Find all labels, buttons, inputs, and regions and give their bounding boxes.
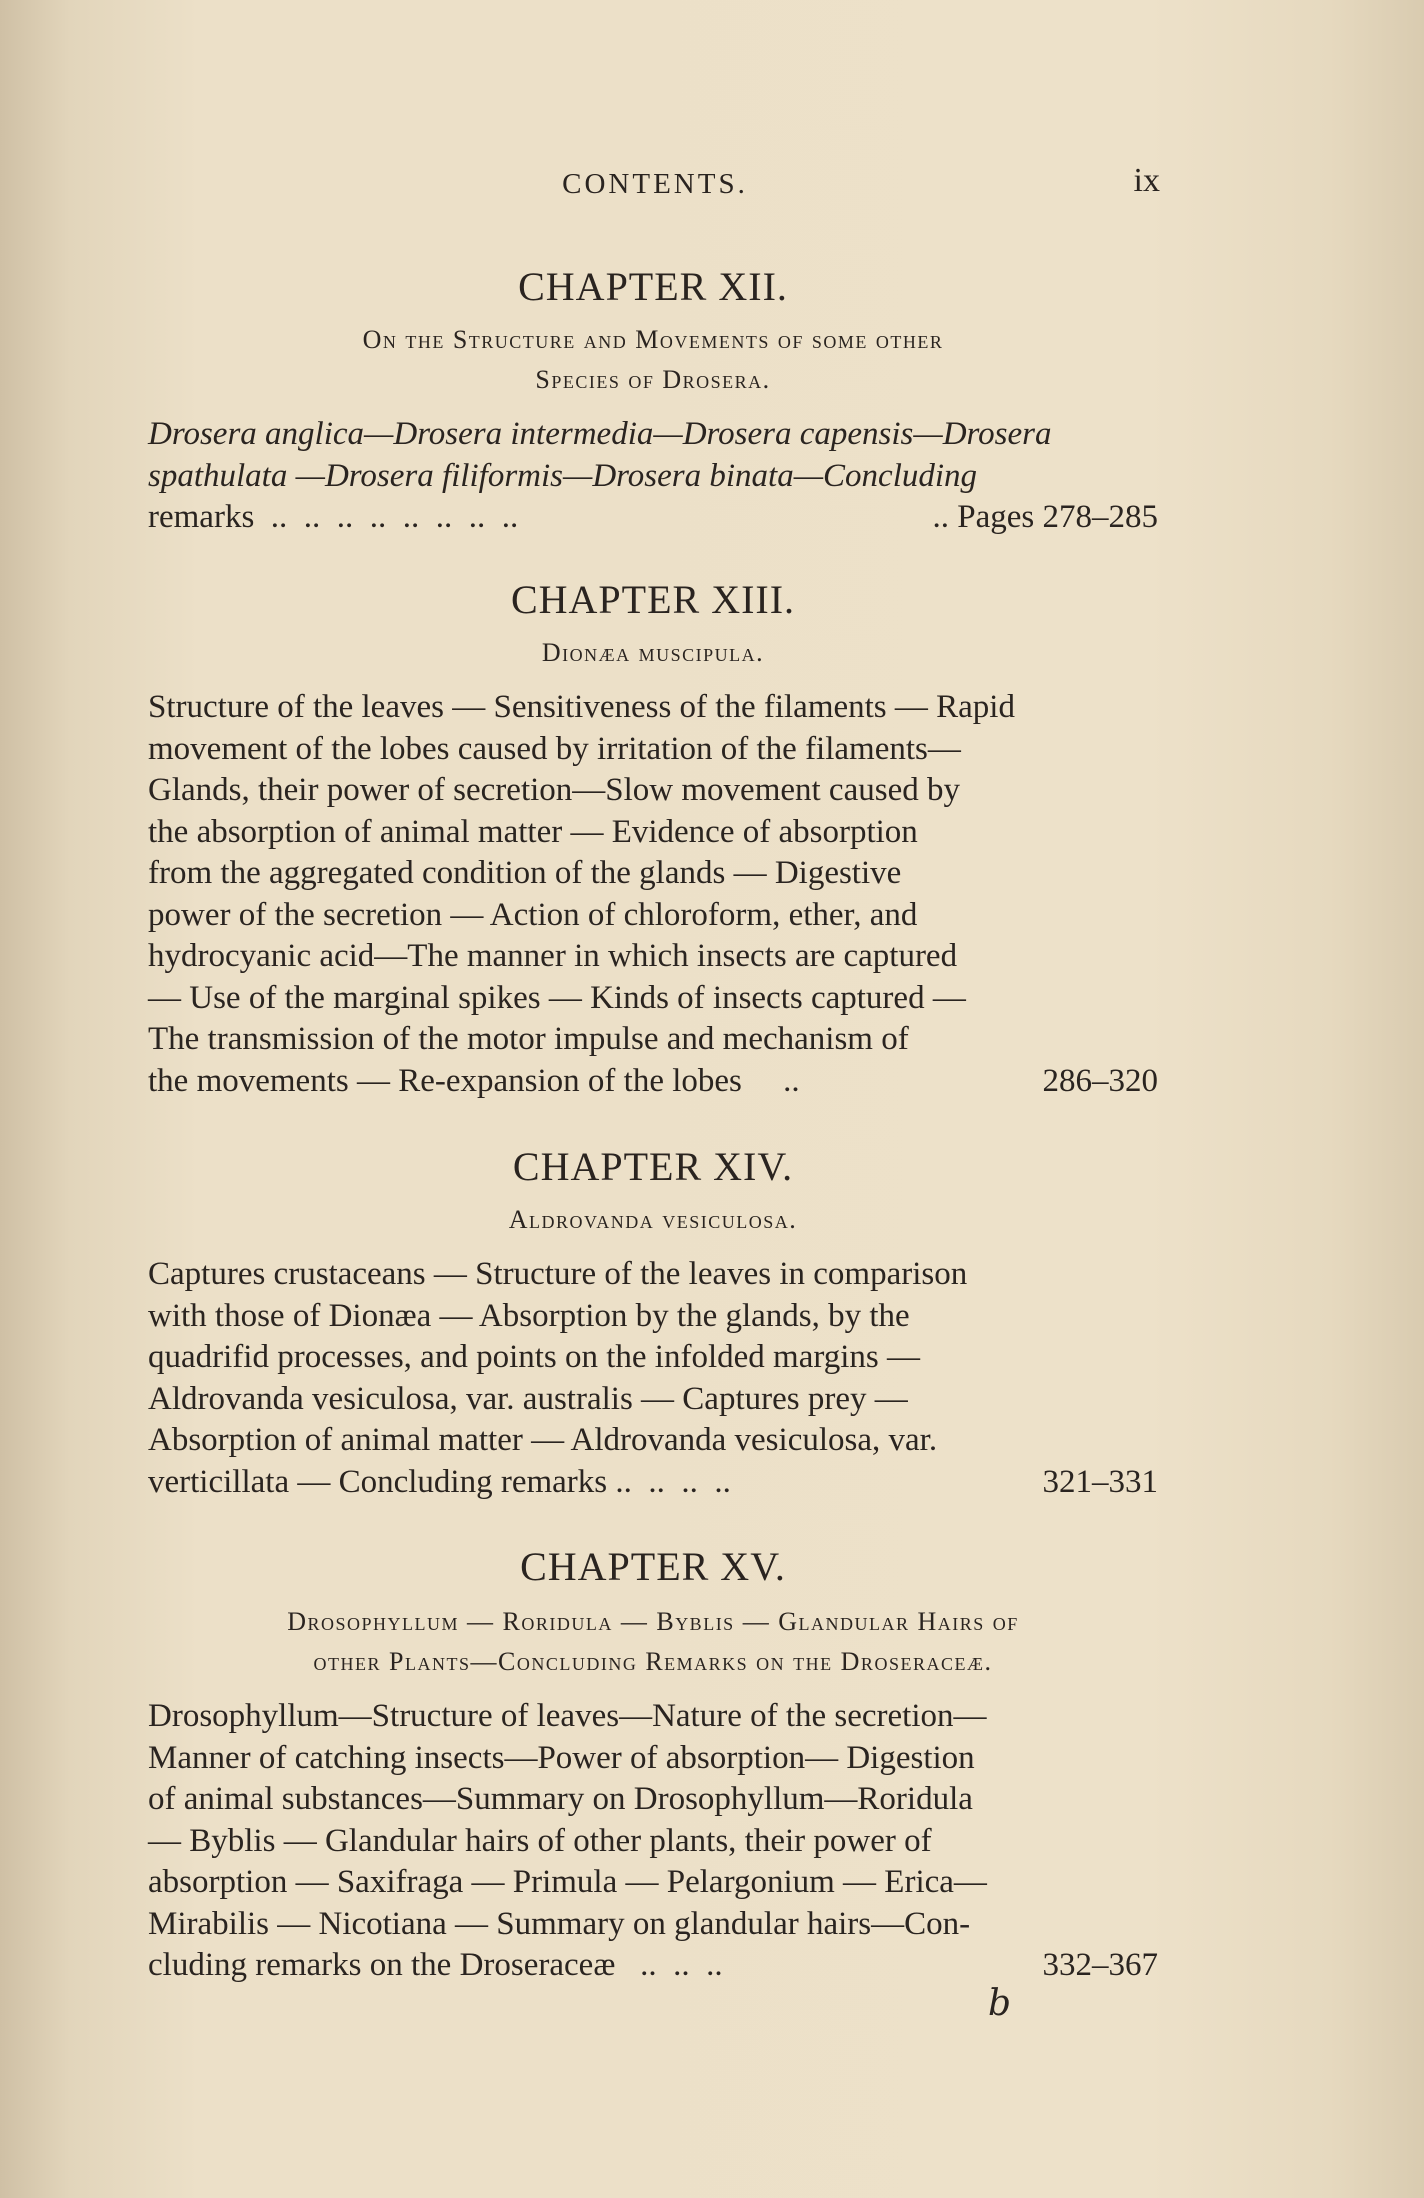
chapter-15-summary-line: absorption — Saxifraga — Primula — Pelargonium — Erica— [148, 1864, 987, 1900]
chapter-13-title: CHAPTER XIII. [510, 577, 796, 622]
chapter-13-summary-line: movement of the lobes caused by irritation of the filaments— [148, 730, 961, 767]
chapter-14-summary-last-line [148, 1462, 1158, 1504]
chapter-13-page-range: 286–320 [1042, 1062, 1158, 1099]
chapter-12-summary-line-1: Drosera anglica—Drosera intermedia—Drosera capensis—Drosera [148, 416, 1052, 452]
chapter-14-summary [148, 1254, 1158, 1503]
chapter-13-summary-last-line [148, 1061, 1158, 1103]
chapter-14-summary-line: Absorption of animal matter — Aldrovanda vesiculosa, var. [148, 1422, 938, 1458]
chapter-15-summary-last-line [148, 1945, 1158, 1987]
signature-row [148, 1982, 1158, 2027]
chapter-15-page-range: 332–367 [1042, 1947, 1158, 1983]
running-head-title: CONTENTS. [562, 168, 748, 200]
chapter-15-summary-last-text: cluding remarks on the Droseraceæ .. .. .. [148, 1947, 723, 1983]
chapter-14-page-range: 321–331 [1042, 1463, 1158, 1500]
chapter-12-summary-line-2: spathulata —Drosera filiformis—Drosera binata—Concluding [148, 457, 978, 494]
chapter-15-summary-line: Manner of catching insects—Power of absorption— Digestion [148, 1739, 975, 1776]
chapter-15-summary-line: Mirabilis — Nicotiana — Summary on glandular hairs—Con- [148, 1905, 971, 1942]
chapter-13-section [148, 575, 1158, 1102]
chapter-14-summary-line: with those of Dionæa — Absorption by the glands, by the [148, 1297, 910, 1334]
chapter-15-subtitle-line-1: Drosophyllum — Roridula — Byblis — Glandular Hairs of [287, 1607, 1019, 1636]
chapter-12-summary-last-line [148, 497, 1158, 539]
chapter-13-summary-line: power of the secretion — Action of chloroform, ether, and [148, 896, 918, 933]
chapter-12-summary [148, 414, 1158, 539]
chapter-12-section [148, 262, 1158, 539]
signature-mark: b [988, 1982, 1012, 2024]
chapter-12-subtitle-line-1: On the Structure and Movements of some other [362, 325, 944, 354]
chapter-15-subtitle-line-2: other Plants—Concluding Remarks on the Droseraceæ. [313, 1647, 993, 1676]
chapter-15-summary-line: — Byblis — Glandular hairs of other plants, their power of [148, 1822, 932, 1859]
chapter-15-section [148, 1542, 1158, 2027]
chapter-13-summary-line: Glands, their power of secretion—Slow movement caused by [148, 772, 960, 808]
chapter-13-summary-line: the absorption of animal matter — Evidence of absorption [148, 813, 918, 850]
chapter-13-summary-line: hydrocyanic acid—The manner in which insects are captured [148, 938, 958, 974]
running-head [150, 162, 1160, 212]
chapter-15-title: CHAPTER XV. [520, 1544, 786, 1589]
chapter-14-summary-line: Aldrovanda vesiculosa, var. australis — Captures prey — [148, 1380, 908, 1417]
chapter-12-summary-last-text: remarks .. .. .. .. .. .. .. .. [148, 499, 519, 535]
chapter-12-page-range: .. Pages 278–285 [932, 499, 1158, 535]
chapter-13-summary-line: The transmission of the motor impulse and mechanism of [148, 1021, 909, 1057]
chapter-13-summary-line: from the aggregated condition of the glands — Digestive [148, 855, 902, 891]
chapter-13-summary-last-text: the movements — Re-expansion of the lobes .. [148, 1062, 800, 1099]
chapter-13-subtitle-line-1: Dionæa muscipula. [541, 638, 765, 667]
chapter-14-subtitle-line-1: Aldrovanda vesiculosa. [508, 1205, 798, 1234]
page-number: ix [1133, 162, 1160, 199]
chapter-15-summary-line: Drosophyllum—Structure of leaves—Nature of the secretion— [148, 1698, 987, 1734]
chapter-12-title: CHAPTER XII. [518, 264, 788, 309]
chapter-13-summary [148, 687, 1158, 1102]
chapter-14-section [148, 1142, 1158, 1503]
chapter-14-title: CHAPTER XIV. [512, 1144, 794, 1189]
chapter-14-summary-line: quadrifid processes, and points on the infolded margins — [148, 1339, 921, 1375]
chapter-15-summary-line: of animal substances—Summary on Drosophyllum—Roridula [148, 1781, 973, 1817]
chapter-14-summary-last-text: verticillata — Concluding remarks .. .. .. .. [148, 1463, 731, 1500]
chapter-14-summary-line: Captures crustaceans — Structure of the leaves in comparison [148, 1256, 968, 1292]
chapter-15-summary [148, 1696, 1158, 1987]
chapter-13-summary-line: — Use of the marginal spikes — Kinds of insects captured — [148, 979, 966, 1016]
chapter-13-summary-line: Structure of the leaves — Sensitiveness of the filaments — Rapid [148, 689, 1015, 725]
chapter-12-subtitle-line-2: Species of Drosera. [535, 365, 771, 394]
